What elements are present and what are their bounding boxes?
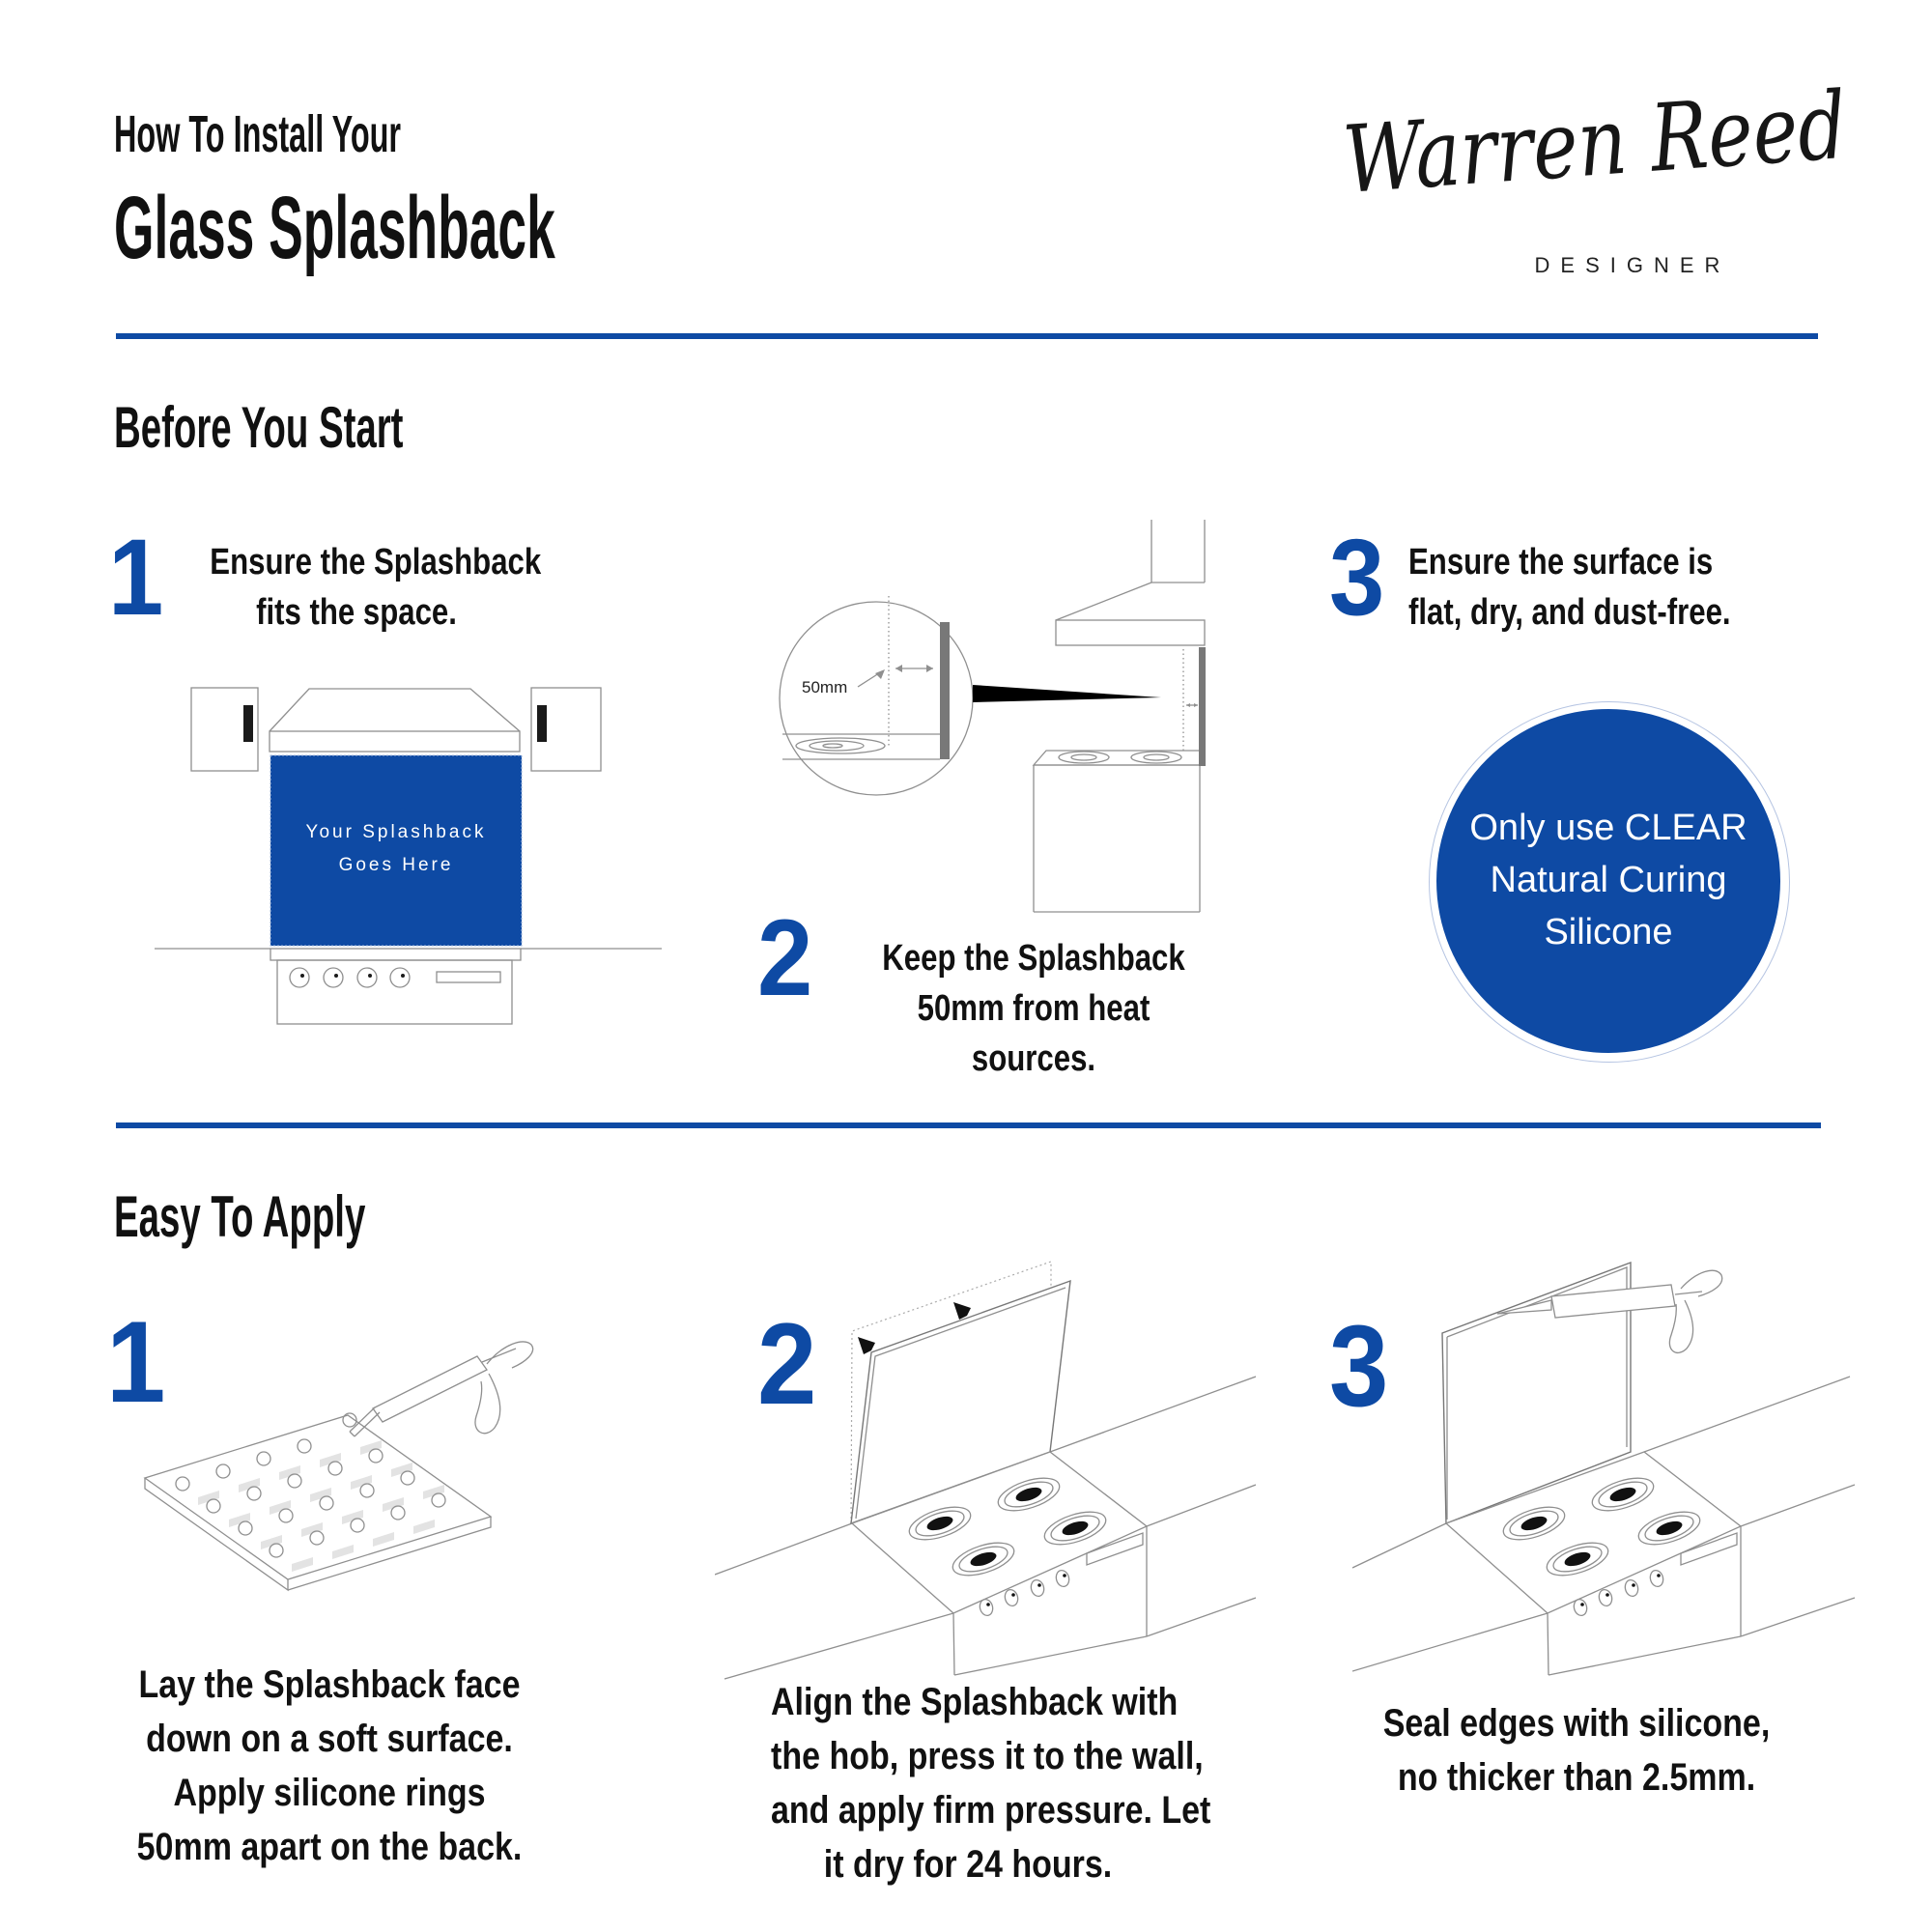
before-step2-text: Keep the Splashback 50mm from heat sources. [882, 938, 1185, 1079]
page-title-small [114, 105, 592, 163]
illustration-align-splashback [715, 1246, 1256, 1681]
diagram-splashback-fit [135, 638, 676, 1082]
diagram-heat-distance [744, 502, 1285, 947]
apply-step2-number: 2 [757, 1299, 817, 1429]
header-divider [116, 333, 1818, 339]
measurement-label: 50mm [802, 678, 848, 696]
apply-step1-number: 1 [106, 1297, 166, 1427]
splashback-placeholder-area [270, 755, 522, 946]
splashback-edge-zoomed [940, 622, 950, 759]
magnifier-pointer-icon [973, 685, 1161, 702]
illustration-seal-edges [1352, 1246, 1893, 1681]
splashback-placeholder-line1: Your Splashback [305, 822, 487, 842]
before-step1-text: Ensure the Splashback fits the space. [210, 542, 542, 633]
before-step3-text: Ensure the surface is flat, dry, and dust-free. [1408, 542, 1731, 633]
section-heading-before: Before You Start [114, 395, 404, 460]
caulking-gun-icon [350, 1342, 533, 1436]
apply-step3-caption: Seal edges with silicone, no thicker than 2.5mm. [1382, 1702, 1771, 1799]
brand-logo-subtitle: DESIGNER [1534, 253, 1731, 277]
before-step2-number: 2 [757, 897, 813, 1018]
page-title-large [114, 179, 875, 277]
apply-step1-caption: Lay the Splashback face down on a soft surface. Apply silicone rings 50mm apart on the back. [136, 1663, 523, 1868]
silicone-callout-badge: Only use CLEAR Natural Curing Silicone [1436, 709, 1780, 1053]
splashback-placeholder-line2: Goes Here [338, 855, 454, 875]
brand-logo-script: Warren Reed [1339, 71, 1850, 214]
title-line2: Glass Splashback [114, 179, 555, 277]
title-line1: How To Install Your [114, 105, 402, 163]
before-step1-number: 1 [108, 517, 164, 638]
apply-step3-number: 3 [1329, 1301, 1389, 1431]
section-heading-apply: Easy To Apply [114, 1184, 366, 1249]
section-divider [116, 1122, 1821, 1128]
arrow-icon [875, 665, 1198, 707]
apply-step2-caption: Align the Splashback with the hob, press it to the wall, and apply firm pressure. Let it dry for 24 hours. [771, 1681, 1211, 1886]
splashback-edge [1199, 647, 1206, 766]
before-step3-number: 3 [1329, 517, 1385, 638]
